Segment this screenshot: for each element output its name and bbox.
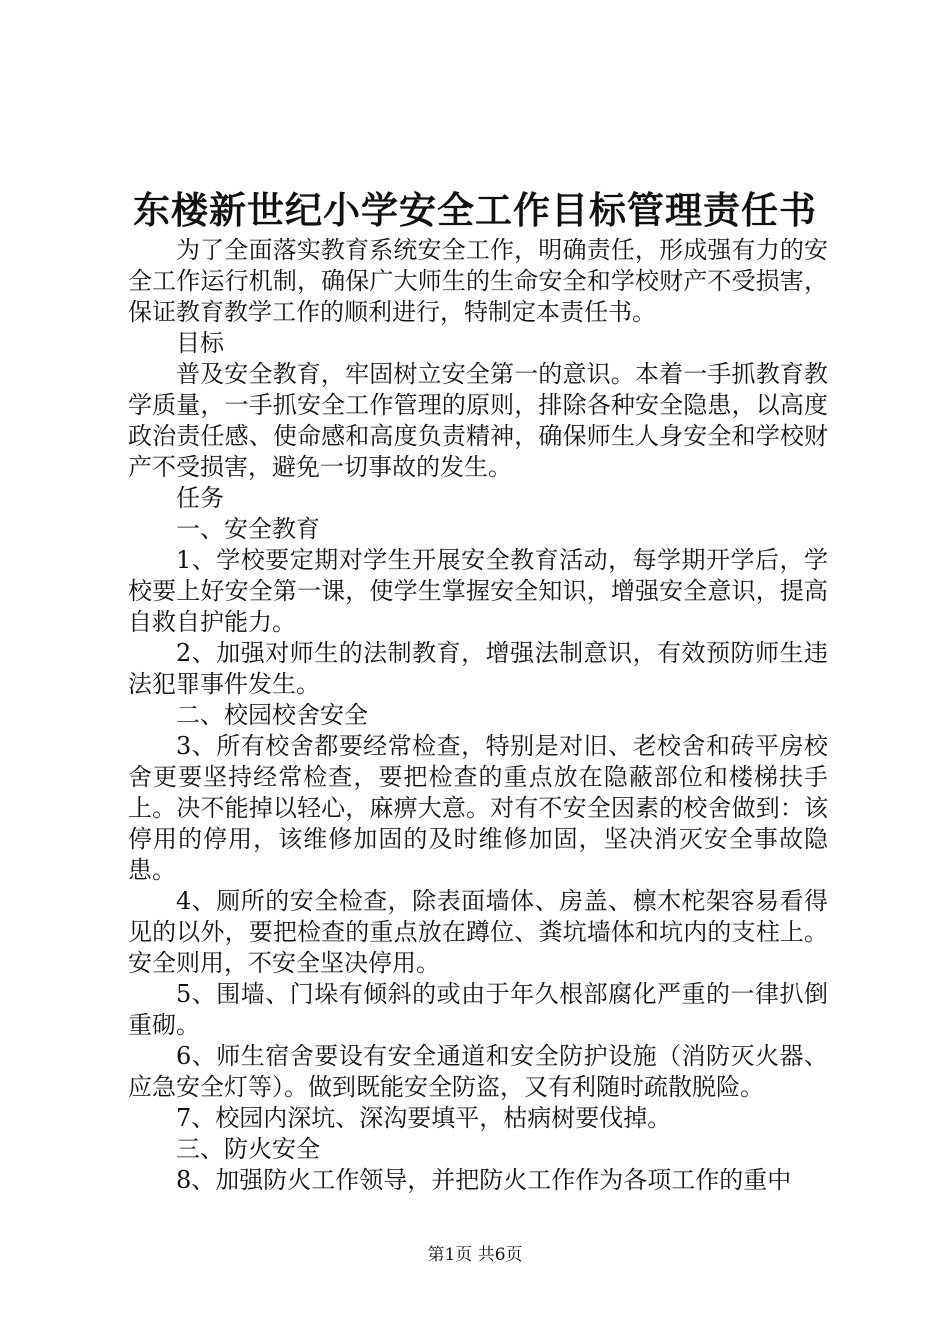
intro-paragraph: 为了全面落实教育系统安全工作，明确责任，形成强有力的安全工作运行机制，确保广大师生的生命安全和学校财产不受损害，保证教育教学工作的顺利进行，特制定本责任书。 (128, 236, 828, 326)
item-3: 3、所有校舍都要经常检查，特别是对旧、老校舍和砖平房校舍更要坚持经常检查，要把检查的重点放在隐蔽部位和楼梯扶手上。决不能掉以轻心，麻痹大意。对有不安全因素的校舍做到：该停用的停用，该维修加固的及时维修加固，坚决消灭安全事故隐患。 (128, 732, 828, 884)
goal-paragraph: 普及安全教育，牢固树立安全第一的意识。本着一手抓教育教学质量，一手抓安全工作管理的原则，排除各种安全隐患，以高度政治责任感、使命感和高度负责精神，确保师生人身安全和学校财产不受损害，避免一切事故的发生。 (128, 360, 828, 481)
item-8: 8、加强防火工作领导，并把防火工作作为各项工作的重中 (176, 1166, 792, 1194)
item-1: 1、学校要定期对学生开展安全教育活动，每学期开学后，学校要上好安全第一课，使学生掌握安全知识，增强安全意识，提高自救自护能力。 (128, 546, 828, 636)
document-title: 东楼新世纪小学安全工作目标管理责任书 (133, 188, 817, 232)
goal-heading: 目标 (176, 329, 224, 357)
task-heading: 任务 (176, 484, 224, 512)
item-6: 6、师生宿舍要设有安全通道和安全防护设施（消防灭火器、应急安全灯等）。做到既能安全防盗，又有利随时疏散脱险。 (128, 1042, 828, 1101)
section-heading-campus-safety: 二、校园校舍安全 (176, 701, 368, 729)
item-5: 5、围墙、门垛有倾斜的或由于年久根部腐化严重的一律扒倒重砌。 (128, 980, 828, 1039)
document-body (128, 235, 828, 1196)
item-7: 7、校园内深坑、深沟要填平，枯病树要伐掉。 (176, 1104, 672, 1132)
item-4: 4、厕所的安全检查，除表面墙体、房盖、檩木柁架容易看得见的以外，要把检查的重点放在蹲位、粪坑墙体和坑内的支柱上。安全则用，不安全坚决停用。 (128, 887, 828, 977)
page-number-footer: 第1页 共6页 (427, 1245, 523, 1265)
item-2: 2、加强对师生的法制教育，增强法制意识，有效预防师生违法犯罪事件发生。 (128, 639, 828, 698)
section-heading-fire-safety: 三、防火安全 (176, 1135, 320, 1163)
section-heading-safety-education: 一、安全教育 (176, 515, 320, 543)
